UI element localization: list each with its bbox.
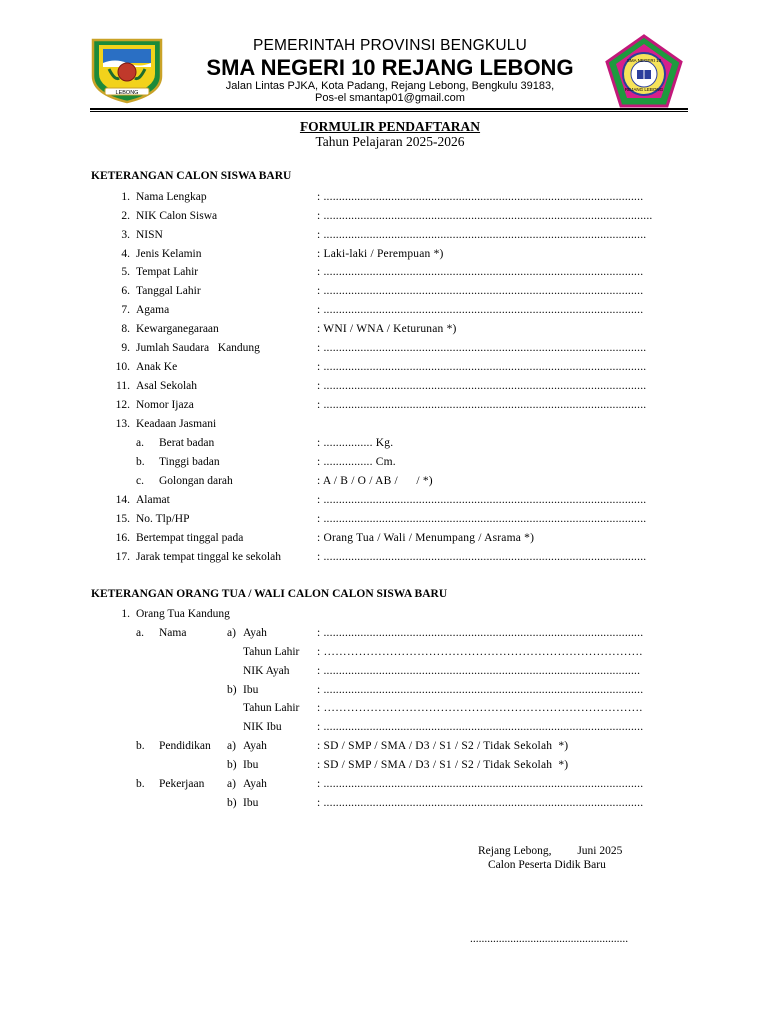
field-number: 14. (115, 494, 130, 506)
field-number: 15. (115, 513, 130, 525)
field-number: 8. (121, 323, 130, 335)
parent-marker: a) (227, 740, 236, 752)
field-label: Keadaan Jasmani (136, 418, 217, 430)
field-number: 13. (115, 418, 130, 430)
field-value: : ........................................................................................................... (317, 210, 653, 222)
parent-value: : ........................................................................................................ (317, 721, 644, 733)
left-logo-banner-text: LEBONG (115, 90, 139, 96)
field-value: : ......................................................................................................... (317, 513, 647, 525)
parent-value: : ………………………………………………………………………. (317, 702, 643, 714)
field-value: : ........................................................................................................ (317, 285, 644, 297)
field-number: 1. (121, 191, 130, 203)
field-label: Anak Ke (136, 361, 178, 373)
parent-value: : ........................................................................................................ (317, 797, 644, 809)
parent-value: : SD / SMP / SMA / D3 / S1 / S2 / Tidak Sekolah *) (317, 740, 569, 752)
physical-letter: c. (136, 475, 144, 487)
parent-label: Ibu (243, 797, 259, 809)
school-pentagon-emblem-icon (605, 34, 683, 108)
field-value: : Orang Tua / Wali / Menumpang / Asrama *) (317, 532, 535, 544)
parent-marker: b) (227, 759, 237, 771)
field-value: : ........................................................................................................ (317, 266, 644, 278)
right-logo-ring-text-bottom: REJANG LEBONG (624, 87, 664, 92)
parent-label: Ibu (243, 759, 259, 771)
field-label: No. Tlp/HP (136, 513, 190, 525)
category-letter: b. (136, 778, 145, 790)
parent-value: : ........................................................................................................ (317, 778, 644, 790)
field-number: 3. (121, 229, 130, 241)
field-label: Nomor Ijaza (136, 399, 194, 411)
signature-place-date: Rejang Lebong, Juni 2025 (478, 845, 623, 857)
parent-label: Ayah (243, 627, 267, 639)
parent-value: : ………………………………………………………………………. (317, 646, 643, 658)
field-value: : ......................................................................................................... (317, 551, 647, 563)
student-section-heading: KETERANGAN CALON SISWA BARU (91, 170, 292, 182)
physical-label: Tinggi badan (159, 456, 220, 468)
physical-value: : A / B / O / AB / / *) (317, 475, 433, 487)
parent-marker: b) (227, 797, 237, 809)
header-divider (90, 108, 688, 110)
physical-value: : ................ Cm. (317, 456, 396, 468)
field-label: NIK Calon Siswa (136, 210, 218, 222)
parent-label: Tahun Lahir (243, 702, 300, 714)
signature-role: Calon Peserta Didik Baru (488, 859, 606, 871)
category-label: Pendidikan (159, 740, 211, 752)
physical-letter: a. (136, 437, 144, 449)
parent-marker: b) (227, 684, 237, 696)
field-value: : ......................................................................................................... (317, 399, 647, 411)
field-label: Bertempat tinggal pada (136, 532, 244, 544)
field-label: Tanggal Lahir (136, 285, 201, 297)
field-value: : ........................................................................................................ (317, 191, 644, 203)
field-label: Tempat Lahir (136, 266, 199, 278)
field-number: 2. (121, 210, 130, 222)
field-number: 5. (121, 266, 130, 278)
parent-label: NIK Ayah (243, 665, 290, 677)
signature-line: ....................................................... (470, 933, 629, 945)
parent-label: Ibu (243, 684, 259, 696)
field-value: : ......................................................................................................... (317, 380, 647, 392)
field-label: Jarak tempat tinggal ke sekolah (136, 551, 281, 563)
field-number: 11. (116, 380, 130, 392)
field-number: 10. (115, 361, 130, 373)
parent-label: Ayah (243, 740, 267, 752)
government-name: PEMERINTAH PROVINSI BENGKULU (252, 37, 528, 54)
field-label: Asal Sekolah (136, 380, 198, 392)
field-number: 17. (115, 551, 130, 563)
field-value: : ......................................................................................................... (317, 229, 647, 241)
physical-letter: b. (136, 456, 145, 468)
field-number: 9. (121, 342, 130, 354)
category-label: Pekerjaan (159, 778, 205, 790)
regency-coat-of-arms-icon (89, 36, 165, 104)
field-label: Jumlah Saudara Kandung (136, 342, 260, 354)
form-title: FORMULIR PENDAFTARAN (299, 119, 481, 134)
school-name: SMA NEGERI 10 REJANG LEBONG (206, 55, 574, 80)
parent-marker: a) (227, 627, 236, 639)
field-value: : WNI / WNA / Keturunan *) (317, 323, 457, 335)
field-label: Agama (136, 304, 170, 316)
right-logo-ring-text-top: SMA NEGERI 10 (626, 58, 662, 63)
school-email: Pos-el smantap01@gmail.com (315, 92, 465, 104)
category-letter: b. (136, 740, 145, 752)
field-label: Kewarganegaraan (136, 323, 219, 335)
field-label: NISN (136, 229, 163, 241)
physical-label: Golongan darah (159, 475, 233, 487)
physical-label: Berat badan (159, 437, 215, 449)
field-value: : ......................................................................................................... (317, 361, 647, 373)
field-label: Orang Tua Kandung (136, 608, 230, 620)
field-label: Alamat (136, 494, 170, 506)
field-value: : ......................................................................................................... (317, 494, 647, 506)
parent-value: : ....................................................................................................... (317, 665, 641, 677)
field-value: : ........................................................................................................ (317, 304, 644, 316)
field-value: : Laki-laki / Perempuan *) (317, 248, 444, 260)
parent-label: Tahun Lahir (243, 646, 300, 658)
parent-value: : ........................................................................................................ (317, 684, 644, 696)
parent-label: NIK Ibu (243, 721, 282, 733)
parent-marker: a) (227, 778, 236, 790)
field-label: Nama Lengkap (136, 191, 207, 203)
form-subtitle: Tahun Pelajaran 2025-2026 (315, 134, 465, 149)
field-number: 4. (121, 248, 130, 260)
parent-label: Ayah (243, 778, 267, 790)
field-number: 12. (115, 399, 130, 411)
field-value: : ......................................................................................................... (317, 342, 647, 354)
physical-value: : ................ Kg. (317, 437, 394, 449)
school-address: Jalan Lintas PJKA, Kota Padang, Rejang Lebong, Bengkulu 39183, (225, 80, 555, 92)
category-letter: a. (136, 627, 144, 639)
category-label: Nama (159, 627, 187, 639)
parent-section-heading: KETERANGAN ORANG TUA / WALI CALON CALON SISWA BARU (91, 588, 448, 600)
field-number: 16. (115, 532, 130, 544)
field-number: 6. (121, 285, 130, 297)
field-number: 1. (121, 608, 130, 620)
field-number: 7. (121, 304, 130, 316)
parent-value: : SD / SMP / SMA / D3 / S1 / S2 / Tidak Sekolah *) (317, 759, 569, 771)
header-divider-thin (90, 111, 688, 112)
field-label: Jenis Kelamin (136, 248, 202, 260)
parent-value: : ........................................................................................................ (317, 627, 644, 639)
